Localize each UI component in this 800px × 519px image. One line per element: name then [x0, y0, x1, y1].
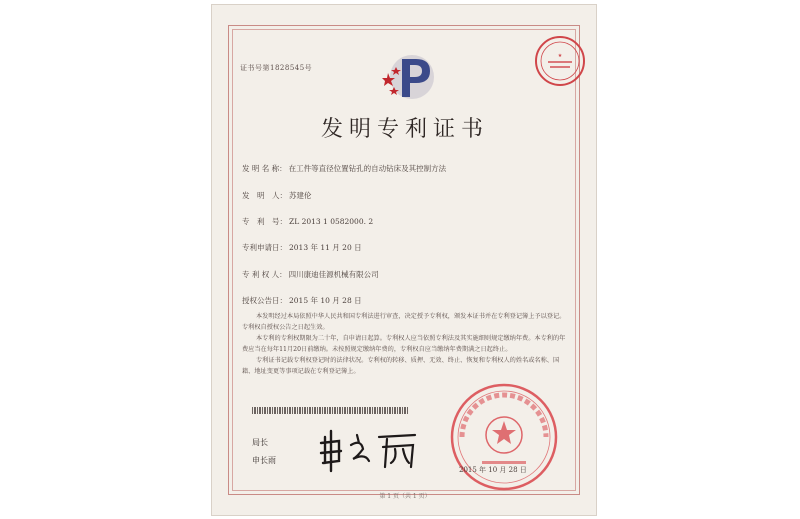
body-paragraph: 专利证书记载专利权登记时的法律状况。专利权的转移、质押、无效、终止、恢复和专利权人的姓名或名称、国籍、地址变更等事项记载在专利登记簿上。 — [242, 357, 560, 375]
certificate-title: 发明专利证书 — [320, 117, 489, 142]
field-label: 发 明 人： — [242, 191, 287, 200]
body-paragraph: 本专利的专利权期限为二十年，自申请日起算。专利权人应当依照专利法及其实施细则规定缴纳年费。本专利的年费应当在每年11月20日前缴纳。未按照规定缴纳年费的，专利权自应当缴纳年费期满之日起终止。 — [242, 335, 566, 353]
barcode — [252, 407, 408, 414]
field-label: 专利申请日： — [242, 243, 287, 252]
patent-certificate — [211, 4, 597, 516]
field-label: 专 利 号： — [242, 217, 287, 226]
certificate-body-text — [242, 311, 568, 377]
field-patent-number — [242, 216, 373, 227]
top-seal-stamp-icon — [532, 33, 588, 89]
field-value: 苏建伦 — [289, 191, 312, 200]
field-inventor — [242, 190, 312, 201]
svg-text:★: ★ — [557, 53, 563, 59]
field-value: 四川康迪佳源机械有限公司 — [288, 270, 379, 279]
issue-date: 2015 年 10 月 28 日 — [459, 466, 527, 474]
field-value: ZL 2013 1 0582000. 2 — [289, 217, 374, 226]
field-value: 在工件等直径位置钻孔的自动钻床及其控制方法 — [288, 164, 447, 173]
director-signature — [317, 423, 427, 475]
certificate-number: 证书号第1828545号 — [240, 64, 313, 72]
field-label: 发 明 名 称： — [242, 164, 287, 173]
sipo-logo-icon — [382, 49, 438, 105]
field-grant-date — [242, 295, 362, 306]
official-seal-stamp-icon — [448, 381, 560, 493]
field-invention-name — [242, 163, 446, 174]
field-value: 2015 年 10 月 28 日 — [289, 296, 362, 305]
director-name: 申长雨 — [252, 456, 276, 465]
field-application-date — [242, 242, 362, 253]
body-paragraph: 本发明经过本局依照中华人民共和国专利法进行审查，决定授予专利权，颁发本证书并在专利登记簿上予以登记。专利权自授权公告之日起生效。 — [242, 313, 566, 331]
field-patentee — [242, 269, 379, 280]
field-value: 2013 年 11 月 20 日 — [289, 243, 362, 252]
page-number: 第 1 页（共 1 页） — [379, 493, 431, 500]
director-title: 局长 — [252, 438, 268, 447]
field-label: 授权公告日： — [242, 296, 287, 305]
field-label: 专 利 权 人： — [242, 270, 287, 279]
